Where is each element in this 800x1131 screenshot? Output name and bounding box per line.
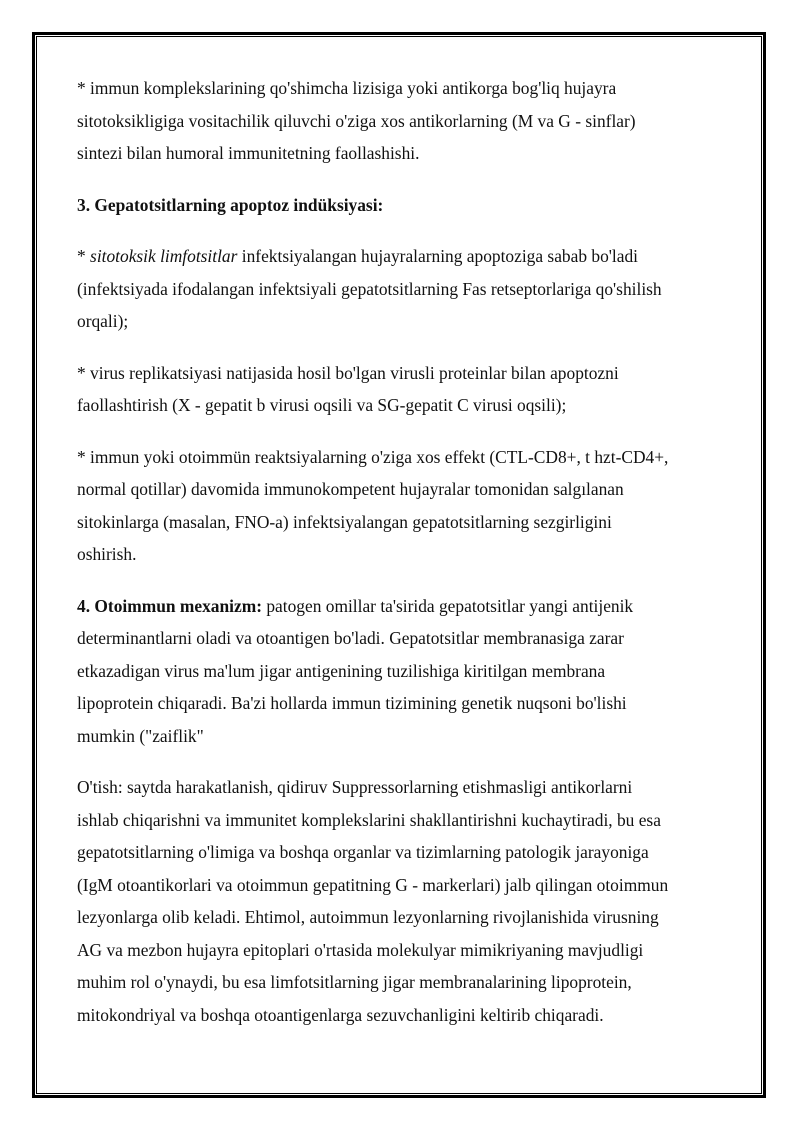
text-line: * immun yoki otoimmün reaktsiyalarning o'ziga xos effekt (CTL-CD8+, t hzt-CD4+, xyxy=(77,446,669,467)
text-run: patogen omillar ta'sirida gepatotsitlar yangi antijenik xyxy=(262,595,634,616)
text-line: lipoprotein chiqaradi. Ba'zi hollarda immun tizimining genetik nuqsoni bo'lishi xyxy=(77,693,627,713)
text-line: gepatotsitlarning o'limiga va boshqa organlar va tizimlarning patologik jarayoniga xyxy=(77,842,649,862)
section-heading-apoptosis xyxy=(77,189,729,222)
text-line: sitokinlarga (masalan, FNO-a) infektsiyalangan gepatotsitlarning sezgirligini xyxy=(77,511,612,532)
text-line xyxy=(77,590,729,623)
bullet-prefix: * xyxy=(77,246,91,266)
paragraph-autoimmune-mechanism xyxy=(77,590,729,753)
paragraph-immune-reactions xyxy=(77,441,729,571)
text-line: (IgM otoantikorlari va otoimmun gepatitning G - markerlari) jalb qilingan otoimmun xyxy=(77,874,669,895)
text-line: determinantlarni oladi va otoantigen bo'ladi. Gepatotsitlar membranasiga zarar xyxy=(77,628,624,648)
section-heading: 3. Gepatotsitlarning apoptoz indüksiyasi: xyxy=(77,194,384,215)
paragraph-humoral-immunity xyxy=(77,72,729,170)
text-line: sitotoksikligiga vositachilik qiluvchi o'ziga xos antikorlarning (M va G - sinflar) xyxy=(77,110,636,131)
text-line: mitokondriyal va boshqa otoantigenlarga sezuvchanligini keltirib chiqaradi. xyxy=(77,1004,604,1025)
text-line: sintezi bilan humoral immunitetning faollashishi. xyxy=(77,143,420,163)
document-body xyxy=(77,72,729,1050)
text-line: oshirish. xyxy=(77,544,137,564)
text-line: mumkin ("zaiflik" xyxy=(77,725,204,746)
text-line: muhim rol o'ynaydi, bu esa limfotsitlarning jigar membranalarining lipoprotein, xyxy=(77,972,632,992)
text-line: * virus replikatsiyasi natijasida hosil bo'lgan virusli proteinlar bilan apoptozni xyxy=(77,362,619,383)
paragraph-virus-replication xyxy=(77,357,729,422)
text-line: (infektsiyada ifodalangan infektsiyali gepatotsitlarning Fas retseptorlariga qo'shilish xyxy=(77,278,662,299)
text-line: orqali); xyxy=(77,311,129,331)
italic-term: sitotoksik limfotsitlar xyxy=(90,246,238,266)
text-line: etkazadigan virus ma'lum jigar antigenining tuzilishiga kiritilgan membrana xyxy=(77,660,606,681)
text-line: AG va mezbon hujayra epitoplari o'rtasida molekulyar mimikriyaning mavjudligi xyxy=(77,939,644,960)
text-line: lezyonlarga olib keladi. Ehtimol, autoimmun lezyonlarning rivojlanishida virusning xyxy=(77,907,659,927)
text-line xyxy=(77,240,729,273)
text-line: faollashtirish (X - gepatit b virusi oqsili va SG-gepatit C virusi oqsili); xyxy=(77,395,567,415)
bold-lead: 4. Otoimmun mexanizm: xyxy=(77,595,262,616)
text-line: * immun komplekslarining qo'shimcha lizisiga yoki antikorga bog'liq hujayra xyxy=(77,78,617,98)
text-line: normal qotillar) davomida immunokompetent hujayralar tomonidan salgılanan xyxy=(77,479,624,499)
text-line: O'tish: saytda harakatlanish, qidiruv Suppressorlarning etishmasligi antikorlarni xyxy=(77,777,633,797)
paragraph-cytotoxic-lymphocytes xyxy=(77,240,729,338)
text-run: infektsiyalangan hujayralarning apoptoziga sabab bo'ladi xyxy=(237,246,638,266)
text-line: ishlab chiqarishni va immunitet komplekslarini shakllantirishni kuchaytiradi, bu esa xyxy=(77,809,661,830)
paragraph-transition xyxy=(77,771,729,1031)
